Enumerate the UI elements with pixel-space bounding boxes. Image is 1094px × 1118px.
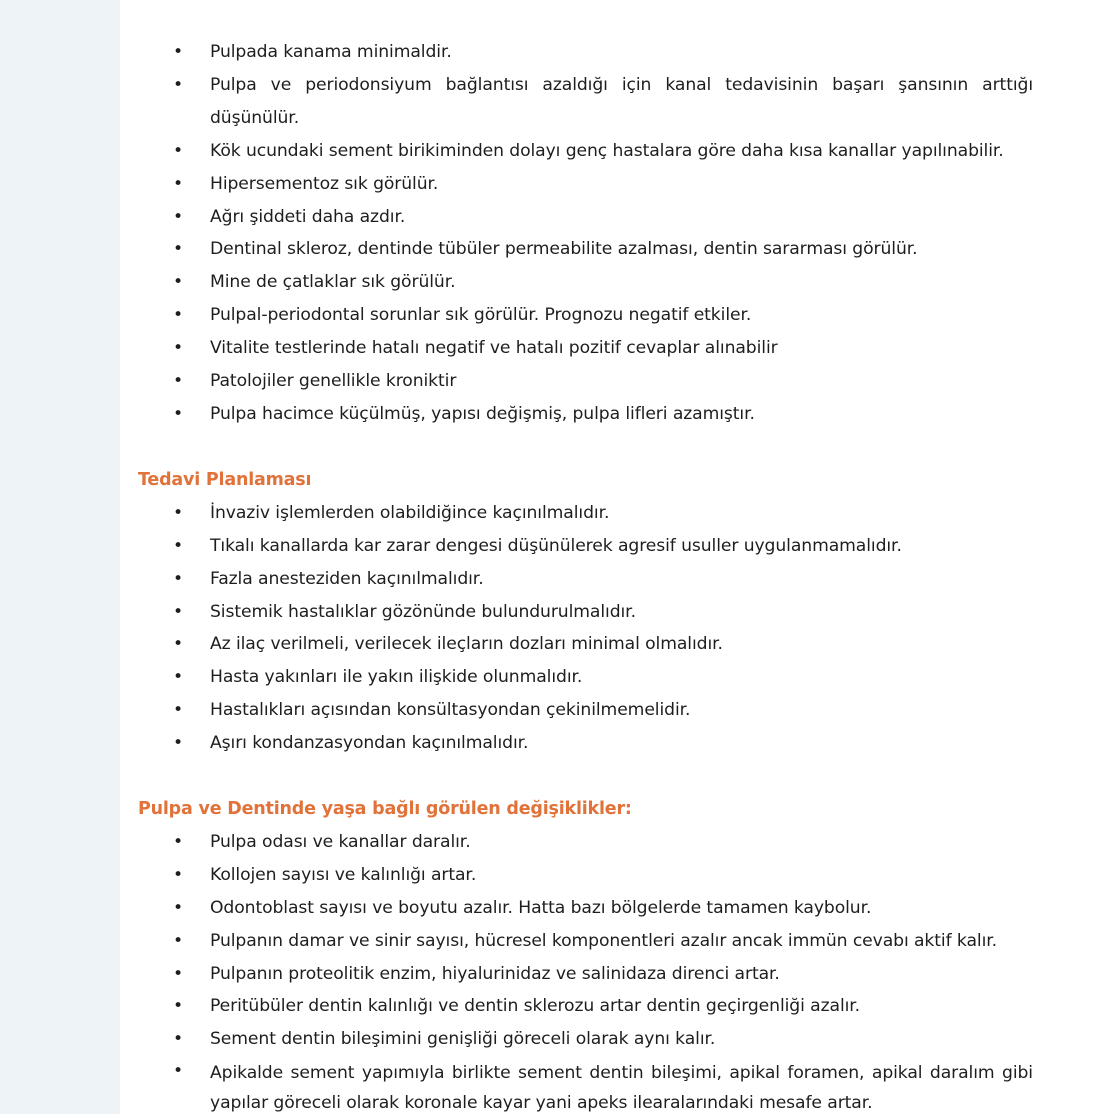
list-item [138, 233, 1033, 266]
bullet-icon: • [173, 272, 184, 293]
list-item [138, 563, 1033, 596]
list-item [138, 925, 1033, 958]
list-item [138, 332, 1033, 365]
list-item [138, 596, 1033, 629]
list-item [138, 168, 1033, 201]
list-item [138, 36, 1033, 69]
list-item-text: Aşırı kondanzasyondan kaçınılmalıdır. [210, 733, 529, 754]
list-item [138, 530, 1033, 563]
bullet-icon: • [173, 338, 184, 359]
bullet-icon: • [173, 535, 184, 556]
list-item [138, 398, 1033, 431]
list-item [138, 1023, 1033, 1056]
bullet-icon: • [173, 700, 184, 721]
list-item [138, 727, 1033, 760]
list-item [138, 990, 1033, 1023]
list-item [138, 365, 1033, 398]
list-item-text: Pulpa odası ve kanallar daralır. [210, 831, 471, 852]
list-item-text: Apikalde sement yapımıyla birlikte sement dentin bileşimi, apikal foramen, apikal daralım gibi yapılar göreceli olarak koronale kayar yani apeks ilearalarındaki mesafe artar. [210, 1063, 1033, 1114]
list-item [138, 201, 1033, 234]
bullet-icon: • [173, 568, 184, 589]
list-item-text: İnvaziv işlemlerden olabildiğince kaçınılmalıdır. [210, 502, 610, 523]
bullet-icon: • [173, 371, 184, 392]
treatment-bullet-list [138, 497, 1033, 760]
bullet-icon: • [173, 930, 184, 951]
bullet-icon: • [173, 206, 184, 227]
list-item-text: Sistemik hastalıklar gözönünde bulundurulmalıdır. [210, 601, 636, 622]
bullet-icon: • [173, 42, 184, 62]
bullet-icon: • [173, 1029, 184, 1050]
list-item [138, 859, 1033, 892]
list-item-text: Odontoblast sayısı ve boyutu azalır. Hatta bazı bölgelerde tamamen kaybolur. [210, 897, 872, 918]
bullet-icon: • [173, 1061, 184, 1082]
list-item-text: Az ilaç verilmeli, verilecek ileçların dozları minimal olmalıdır. [210, 634, 723, 655]
list-item-text: Pulpa ve periodonsiyum bağlantısı azaldığı için kanal tedavisinin başarı şansının arttığı düşünülür. [210, 74, 1033, 128]
list-item-text: Peritübüler dentin kalınlığı ve dentin sklerozu artar dentin geçirgenliği azalır. [210, 996, 861, 1017]
list-item-text: Ağrı şiddeti daha azdır. [210, 206, 406, 227]
list-item [138, 661, 1033, 694]
intro-bullet-list [138, 36, 1033, 431]
list-item [138, 892, 1033, 925]
list-item-text: Patolojiler genellikle kroniktir [210, 371, 457, 392]
bullet-icon: • [173, 173, 184, 194]
changes-bullet-list [138, 826, 1033, 1118]
bullet-icon: • [173, 963, 184, 984]
list-item-text: Vitalite testlerinde hatalı negatif ve hatalı pozitif cevaplar alınabilir [210, 338, 778, 359]
bullet-icon: • [173, 305, 184, 326]
list-item-text: Sement dentin bileşimini genişliği göreceli olarak aynı kalır. [210, 1029, 716, 1050]
bullet-icon: • [173, 74, 184, 95]
list-item-text: Fazla anesteziden kaçınılmalıdır. [210, 568, 484, 589]
list-item [138, 958, 1033, 991]
document-body [138, 36, 1033, 1118]
bullet-icon: • [173, 667, 184, 688]
bullet-icon: • [173, 996, 184, 1017]
list-item-text: Hipersementoz sık görülür. [210, 173, 439, 194]
bullet-icon: • [173, 831, 184, 852]
list-item-text: Kollojen sayısı ve kalınlığı artar. [210, 864, 477, 885]
list-item-text: Pulpanın damar ve sinir sayısı, hücresel komponentleri azalır ancak immün cevabı aktif kalır. [210, 930, 997, 951]
bullet-icon: • [173, 403, 184, 424]
bullet-icon: • [173, 733, 184, 754]
section-heading-treatment-planning: Tedavi Planlaması [138, 469, 312, 490]
list-item-text: Pulpal-periodontal sorunlar sık görülür. Prognozu negatif etkiler. [210, 305, 752, 326]
bullet-icon: • [173, 864, 184, 885]
list-item-text: Hastalıkları açısından konsültasyondan çekinilmemelidir. [210, 700, 691, 721]
list-item-text: Pulpanın proteolitik enzim, hiyalurinidaz ve salinidaza direnci artar. [210, 963, 780, 984]
list-item [138, 266, 1033, 299]
bullet-icon: • [173, 502, 184, 523]
list-item [138, 135, 1033, 168]
bullet-icon: • [173, 897, 184, 918]
list-item-text: Hasta yakınları ile yakın ilişkide olunmalıdır. [210, 667, 583, 688]
list-item-text: Tıkalı kanallarda kar zarar dengesi düşünülerek agresif usuller uygulanmamalıdır. [210, 535, 902, 556]
list-item-text: Mine de çatlaklar sık görülür. [210, 272, 456, 293]
bullet-icon: • [173, 634, 184, 655]
list-item [138, 826, 1033, 859]
list-item [138, 694, 1033, 727]
bullet-icon: • [173, 239, 184, 260]
section-heading-age-related-changes: Pulpa ve Dentinde yaşa bağlı görülen değişiklikler: [138, 799, 632, 820]
list-item [138, 1056, 1033, 1118]
list-item [138, 299, 1033, 332]
list-item-text: Dentinal skleroz, dentinde tübüler permeabilite azalması, dentin sararması görülür. [210, 239, 918, 260]
left-margin-strip [0, 0, 120, 1114]
bullet-icon: • [173, 140, 184, 161]
list-item [138, 69, 1033, 135]
list-item-text: Kök ucundaki sement birikiminden dolayı genç hastalara göre daha kısa kanallar yapılınabilir. [210, 140, 1004, 161]
list-item-text: Pulpada kanama minimaldir. [210, 42, 452, 62]
list-item [138, 497, 1033, 530]
list-item-text: Pulpa hacimce küçülmüş, yapısı değişmiş, pulpa lifleri azamıştır. [210, 403, 755, 424]
bullet-icon: • [173, 601, 184, 622]
list-item [138, 628, 1033, 661]
